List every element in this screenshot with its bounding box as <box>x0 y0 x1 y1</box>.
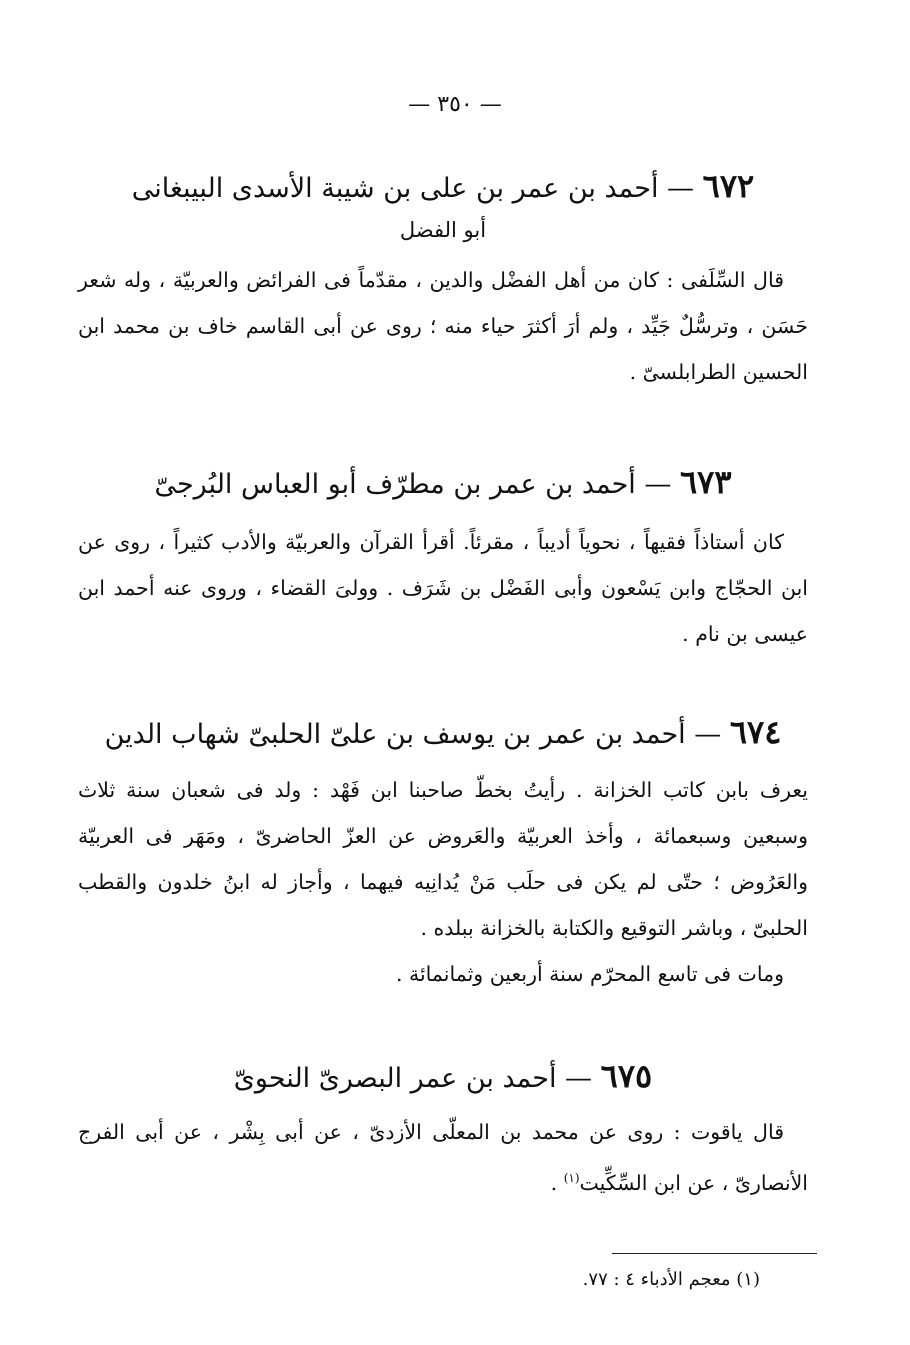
entry-kunya: أبو الفضل <box>399 218 487 242</box>
entry-heading <box>78 1056 808 1099</box>
entry-title: — أحمد بن عمر بن على بن شيبة الأسدى البيبغانى <box>131 173 695 204</box>
entry-paragraph <box>78 1109 808 1206</box>
entry-paragraph: يعرف بابن كاتب الخزانة . رأيتُ بخطّ صاحبنا ابن فَهْد : ولد فى شعبان سنة ثلاث وسبعين وسبعمائة ، وأخذ العربيّة والعَروض عن العزّ الحاضرىّ ، ومَهَر فى العربيّة والعَرُوض ؛ حتّى لم يكن فى حلَب مَنْ يُدانِيه فيهما ، وأجاز له ابنُ خلدون والقطب الحلبىّ ، وباشر التوقيع والكتابة بالخزانة ببلده . <box>78 778 808 940</box>
page-number: — ٣٥٠ — <box>408 92 502 117</box>
entry-paragraph: كان أستاذاً فقيهاً ، نحوياً أديباً ، مقرئاً. أقرأ القرآن والعربيّة والأدب كثيراً ، روى عن ابن الحجّاج وابن يَسْعون وأبى الفَضْل بن شَرَف . وولىَ القضاء ، وروى عنه أحمد ابن عيسى بن نام . <box>78 530 808 646</box>
footnote-ref[interactable]: (١) <box>563 1171 580 1185</box>
entry-number: ٦٧٣ <box>679 463 732 501</box>
entry-title: — أحمد بن عمر بن يوسف بن علىّ الحلبىّ شهاب الدين <box>104 719 722 750</box>
footnote-divider <box>612 1253 817 1254</box>
entry-673 <box>78 462 808 657</box>
entry-number: ٦٧٤ <box>729 713 782 751</box>
entry-title: — أحمد بن عمر بن مطرّف أبو العباس البُرجىّ <box>154 469 672 500</box>
entry-heading <box>78 166 808 209</box>
entry-675 <box>78 1056 808 1206</box>
entry-heading <box>78 462 808 505</box>
entry-heading <box>78 712 808 755</box>
entry-number: ٦٧٢ <box>702 167 755 205</box>
entry-674 <box>78 712 808 997</box>
entry-number: ٦٧٥ <box>600 1057 653 1095</box>
entry-title: — أحمد بن عمر البصرىّ النحوىّ <box>233 1063 593 1094</box>
entry-paragraph: قال السِّلَفى : كان من أهل الفضْل والدين ، مقدّماً فى الفرائض والعربيّة ، وله شعر حَسَن ، وترسُّلٌ جَيِّد ، ولم أرَ أكثرَ حياء منه ؛ روى عن أبى القاسم خاف بن محمد ابن الحسين الطرابلسىّ . <box>78 268 808 384</box>
footnote: (١) معجم الأدباء ٤ : ٧٧. <box>582 1269 760 1290</box>
entry-paragraph: ومات فى تاسع المحرّم سنة أربعين وثمانمائة . <box>395 962 784 986</box>
entry-672 <box>78 166 808 395</box>
paragraph-tail: . <box>550 1170 564 1195</box>
paragraph-text: قال ياقوت : روى عن محمد بن المعلّى الأزدىّ ، عن أبى بِشْر ، عن أبى الفرج الأنصارىّ ، عن ابن السِّكِّيت <box>78 1120 808 1195</box>
